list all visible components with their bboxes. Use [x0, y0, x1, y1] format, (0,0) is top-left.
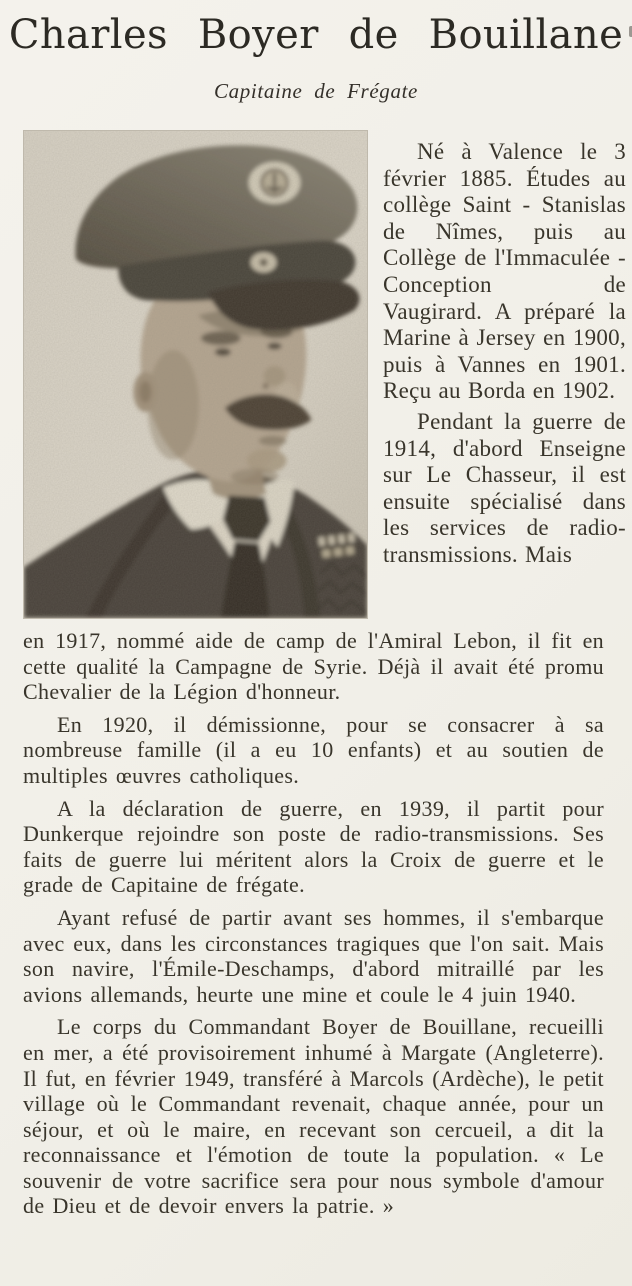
page-title: Charles Boyer de Bouillane: [8, 12, 624, 58]
paragraph: Né à Valence le 3 février 1885. Études au collège Saint - Stanislas de Nîmes, puis au Collège de l'Immaculée - Conception de Vaugirard. A préparé la Marine à Jersey en 1900, puis à Vannes en 1901. Reçu au Borda en 1902.: [383, 139, 626, 404]
page-subtitle: Capitaine de Frégate: [214, 79, 418, 103]
paragraph: Le corps du Commandant Boyer de Bouillane, recueilli en mer, a été provisoirement inhumé à Margate (Angleterre). Il fut, en février 1949, transféré à Marcols (Ardèche), le petit village où le Commandant revenait, chaque année, pour un séjour, et où le maire, en recevant son cercueil, a dit la reconnaissance et l'émotion de toute la population. « Le souvenir de votre sacrifice sera pour nous symbole d'amour de Dieu et de devoir envers la patrie. »: [23, 1014, 604, 1219]
paragraph: en 1917, nommé aide de camp de l'Amiral Lebon, il fit en cette qualité la Campagne de Syrie. Déjà il avait été promu Chevalier de la Légion d'honneur.: [23, 628, 604, 705]
text-column: [383, 130, 626, 619]
photo-and-column-row: [23, 130, 626, 619]
paragraph: Pendant la guerre de 1914, d'abord Enseigne sur Le Chasseur, il est ensuite spécialisé dans les services de radio-transmissions. Mais: [383, 408, 626, 567]
paragraph: Ayant refusé de partir avant ses hommes, il s'embarque avec eux, dans les circonstances tragiques que l'on sait. Mais son navire, l'Émile-Deschamps, d'abord mitraillé par les avions allemands, heurte une mine et coule le 4 juin 1940.: [23, 904, 604, 1007]
paragraph: A la déclaration de guerre, en 1939, il partit pour Dunkerque rejoindre son poste de radio-transmissions. Ses faits de guerre lui méritent alors la Croix de guerre et le grade de Capitaine de frégate.: [23, 795, 604, 898]
paragraph: En 1920, il démissionne, pour se consacrer à sa nombreuse famille (il a eu 10 enfants) et au soutien de multiples œuvres catholiques.: [23, 711, 604, 788]
page-content: [23, 130, 626, 1219]
portrait-illustration: [24, 131, 367, 618]
portrait-photo: [23, 130, 368, 619]
full-width-text: [23, 628, 626, 1219]
